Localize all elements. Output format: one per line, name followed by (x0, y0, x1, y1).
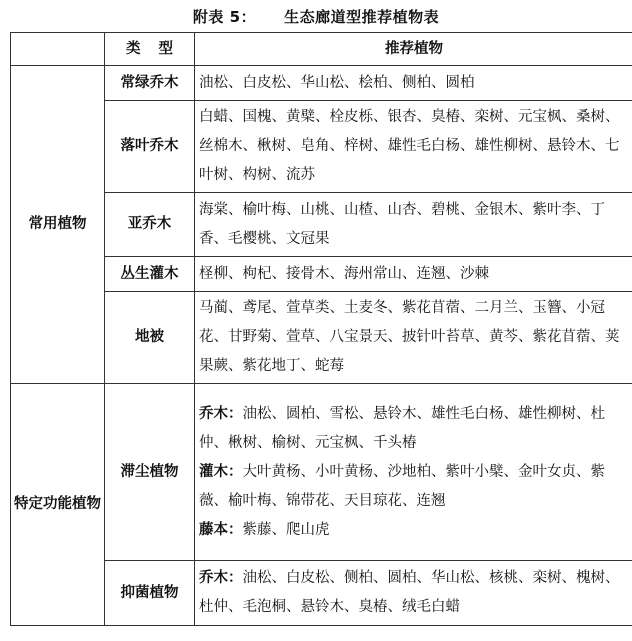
group-name: 特定功能植物 (14, 496, 101, 512)
entry-line (199, 564, 629, 622)
entry-separator: ： (228, 521, 243, 538)
title-prefix: 附表 5： (192, 8, 257, 26)
type-label: 丛生灌木 (120, 265, 179, 282)
type-label: 亚乔木 (127, 216, 172, 232)
group-cell-special (11, 384, 105, 626)
plants-cell (195, 561, 632, 626)
entry-text: 油松、圆柏、雪松、悬铃木、雄性毛白杨、雄性柳树、杜仲、楸树、榆树、元宝枫、千头椿 (199, 405, 605, 451)
header-plants-cell (195, 33, 632, 66)
group-name: 常用植物 (28, 216, 87, 232)
type-label: 落叶乔木 (120, 138, 179, 154)
plants-text: 油松、白皮松、华山松、桧柏、侧柏、圆柏 (199, 74, 475, 91)
table-title (0, 6, 632, 28)
entry-line (199, 516, 629, 545)
plants-text: 海棠、榆叶梅、山桃、山楂、山杏、碧桃、金银木、紫叶李、丁香、毛樱桃、文冠果 (199, 201, 605, 247)
entry-separator: ： (228, 570, 243, 586)
type-cell (105, 101, 195, 193)
plants-cell (195, 384, 632, 561)
plants-text: 柽柳、枸杞、接骨木、海州常山、连翘、沙棘 (199, 265, 489, 282)
header-plants: 推荐植物 (385, 40, 443, 57)
entry-separator: ： (228, 463, 243, 480)
entry-label: 乔木 (199, 405, 228, 422)
entry-label: 灌木 (199, 463, 228, 480)
title-text: 生态廊道型推荐植物表 (284, 8, 440, 26)
entry-separator: ： (228, 405, 243, 422)
table-row (11, 66, 632, 101)
entry-line (199, 400, 629, 458)
header-row (11, 33, 632, 66)
entry-text: 大叶黄杨、小叶黄杨、沙地柏、紫叶小檗、金叶女贞、紫薇、榆叶梅、锦带花、天目琼花、连翘 (199, 463, 605, 509)
type-cell (105, 193, 195, 257)
table-row (11, 292, 632, 384)
plants-cell (195, 66, 632, 101)
group-cell-common (11, 66, 105, 384)
table-row (11, 561, 632, 626)
plants-text: 马蔺、鸢尾、萱草类、土麦冬、紫花苜蓿、二月兰、玉簪、小冠花、甘野菊、萱草、八宝景天、披针叶苔草、黄芩、紫花苜蓿、荚果蕨、紫花地丁、蛇莓 (199, 300, 620, 374)
table-row (11, 101, 632, 193)
plants-text: 白蜡、国槐、黄檗、栓皮栎、银杏、臭椿、栾树、元宝枫、桑树、丝棉木、楸树、皂角、梓树、雄性毛白杨、雄性柳树、悬铃木、七叶树、构树、流苏 (199, 109, 620, 183)
type-cell (105, 292, 195, 384)
entry-text: 紫藤、爬山虎 (242, 521, 330, 538)
type-cell (105, 257, 195, 292)
plants-cell (195, 257, 632, 292)
table-row (11, 384, 632, 561)
type-cell (105, 66, 195, 101)
plants-cell (195, 193, 632, 257)
header-type-cell (105, 33, 195, 66)
entry-label: 乔木 (199, 570, 228, 586)
type-label: 地被 (135, 329, 164, 345)
entry-line (199, 458, 629, 516)
table-row (11, 193, 632, 257)
table-row (11, 257, 632, 292)
plants-cell (195, 101, 632, 193)
entry-label: 藤本 (199, 521, 228, 538)
type-cell (105, 561, 195, 626)
plants-cell (195, 292, 632, 384)
type-label: 抑菌植物 (120, 584, 179, 601)
type-label: 常绿乔木 (120, 74, 179, 91)
entry-text: 油松、白皮松、侧柏、圆柏、华山松、核桃、栾树、槐树、杜仲、毛泡桐、悬铃木、臭椿、绒毛白蜡 (199, 570, 620, 615)
plant-table (10, 32, 632, 626)
header-type: 类型 (126, 40, 191, 57)
type-label: 滞尘植物 (120, 463, 179, 480)
type-cell (105, 384, 195, 561)
header-blank-cell (11, 33, 105, 66)
